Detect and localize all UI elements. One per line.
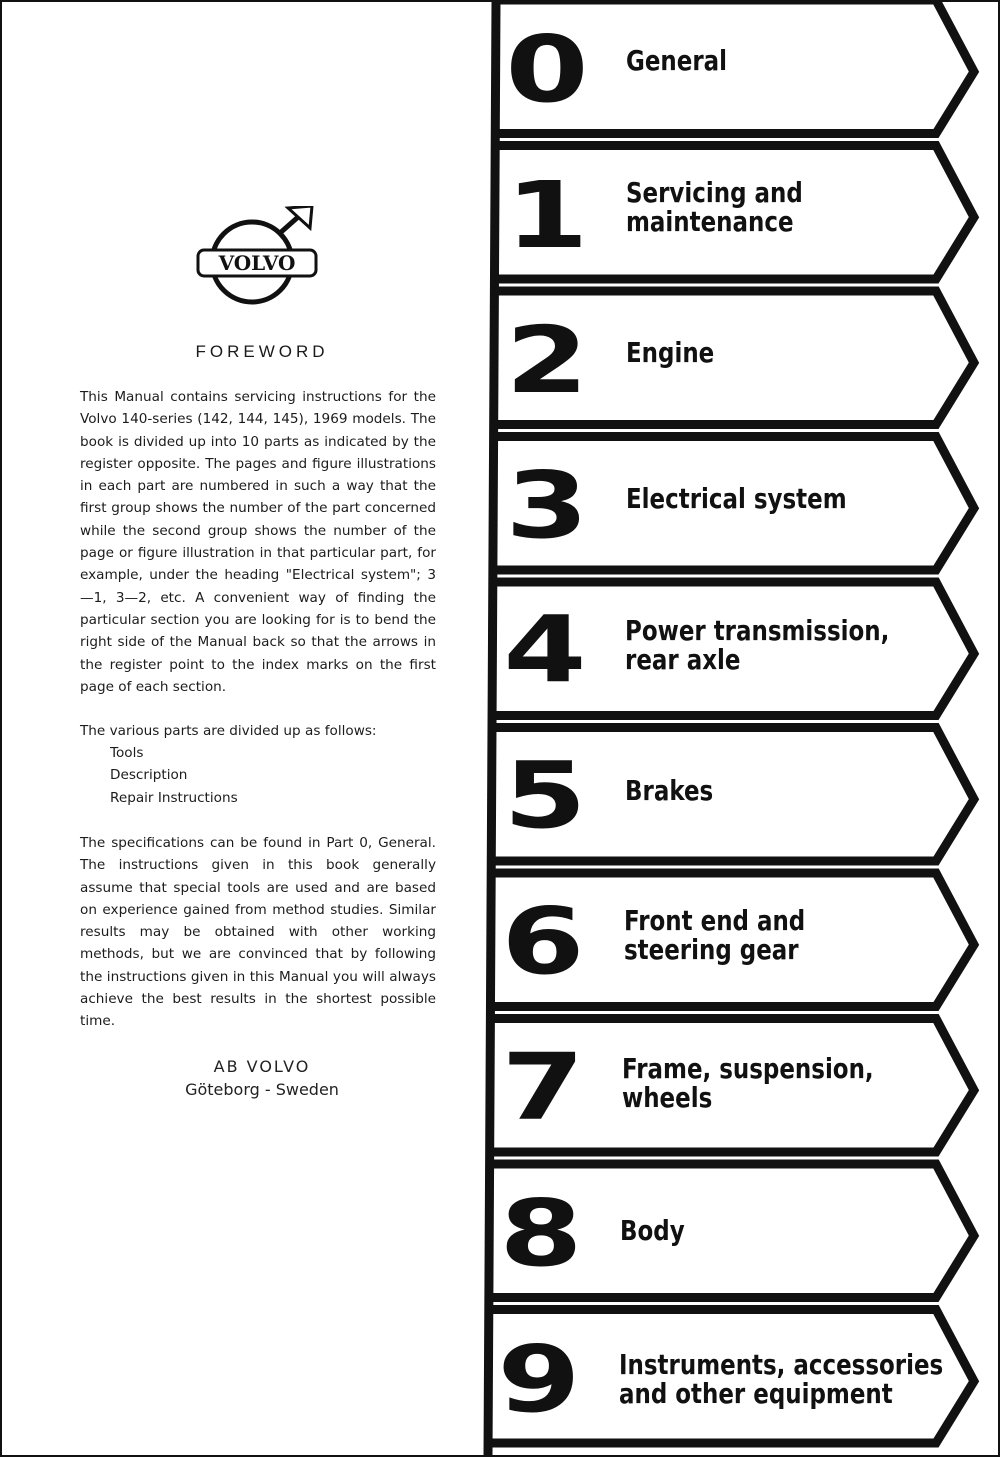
tab-label-power-transmission[interactable]: Power transmission, rear axle — [625, 614, 890, 676]
list-item: Description — [110, 767, 188, 784]
tab-label-engine[interactable]: Engine — [626, 336, 715, 369]
tab-label-frame[interactable]: Frame, suspension, wheels — [622, 1052, 874, 1114]
company-location: Göteborg - Sweden — [185, 1080, 339, 1099]
specifications-paragraph: The specifications can be found in Part 0, General. The instructions given in this book generally assume that special tools are used and are based on experience gained from method studies. Similar results may be obtained with other working methods, but we are convinced that by following the instructions given in this Manual you will always achieve the best results in the shortest possible time. — [80, 835, 436, 1030]
tab-number[interactable]: 7 — [501, 1034, 585, 1141]
tab-label-instruments[interactable]: Instruments, accessories and other equipment — [619, 1348, 944, 1410]
intro-paragraph: This Manual contains servicing instructions for the Volvo 140-series (142, 144, 145), 1969 models. The book is divided up into 10 parts as indicated by the register opposite. The pages and figure illustrations in each part are numbered in such a way that the first group shows the number of the part concerned while the second group shows the number of the page or figure illustration in that particular part, for example, under the heading "Electrical system"; 3—1, 3—2, etc. A convenient way of finding the particular section you are looking for is to bend the right side of the Manual back so that the arrows in the register point to the index marks on the first page of each section. — [80, 389, 436, 695]
page-title: FOREWORD — [195, 342, 329, 361]
tab-label-general[interactable]: General — [626, 44, 728, 77]
tab-number[interactable]: 9 — [497, 1326, 581, 1433]
tab-label-brakes[interactable]: Brakes — [625, 774, 714, 807]
logo-wordmark: VOLVO — [218, 251, 296, 275]
tab-number[interactable]: 1 — [505, 162, 589, 269]
parts-intro-paragraph: The various parts are divided up as follows: — [80, 723, 377, 739]
tab-label-front-end[interactable]: Front end and steering gear — [624, 904, 806, 966]
tab-number[interactable]: 6 — [501, 888, 585, 995]
company-name: AB VOLVO — [213, 1057, 311, 1076]
tab-number[interactable]: 2 — [505, 307, 589, 414]
signature-block — [152, 1055, 372, 1101]
tab-number[interactable]: 0 — [505, 16, 589, 123]
parts-list — [110, 742, 238, 809]
tab-number[interactable]: 3 — [505, 452, 589, 559]
volvo-logo-icon — [194, 206, 322, 310]
tab-number[interactable]: 4 — [503, 596, 587, 703]
list-item: Repair Instructions — [110, 789, 238, 806]
tab-label-servicing[interactable]: Servicing and maintenance — [626, 176, 803, 238]
foreword-column — [2, 2, 482, 1455]
list-item: Tools — [110, 745, 144, 761]
register-index — [482, 2, 998, 1455]
tab-label-body[interactable]: Body — [620, 1214, 685, 1247]
tab-number[interactable]: 5 — [503, 742, 587, 849]
tab-label-electrical[interactable]: Electrical system — [626, 482, 847, 515]
tab-number[interactable]: 8 — [499, 1180, 583, 1287]
